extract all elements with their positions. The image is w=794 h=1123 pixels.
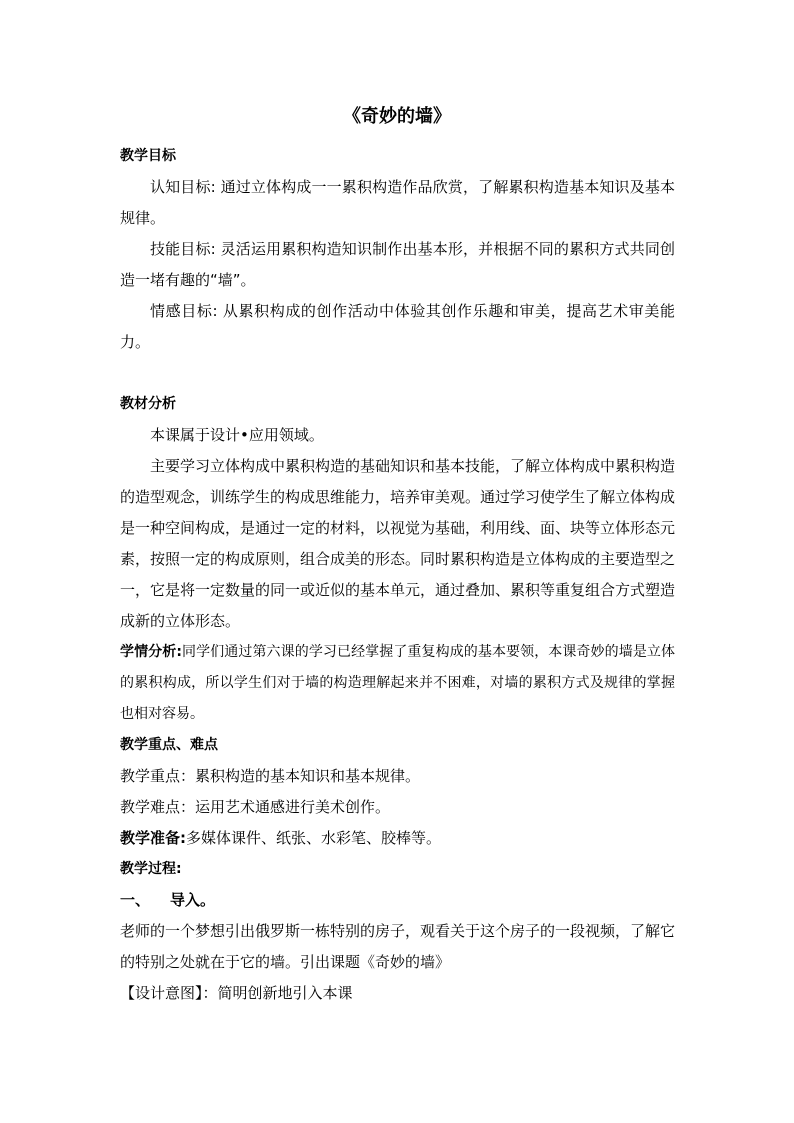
key-points-heading: 教学重点、难点 bbox=[120, 737, 218, 753]
analysis-paragraph-1: 本课属于设计•应用领域。 bbox=[150, 426, 324, 444]
emotion-objective: 情感目标: 从累积构成的创作活动中体验其创作乐趣和审美，提高艺术审美能力。 bbox=[120, 302, 675, 351]
skill-objective: 技能目标: 灵活运用累积构造知识制作出基本形，并根据不同的累积方式共同创造一堵有趣的“墙”。 bbox=[120, 240, 675, 289]
design-intent: 【设计意图】：简明创新地引入本课 bbox=[120, 984, 353, 1002]
analysis-paragraph-2: 主要学习立体构成中累积构造的基础知识和基本技能，了解立体构成中累积构造的造型观念，训练学生的构成思维能力，培养审美观。通过学习使学生了解立体构成是一种空间构成，是通过一定的材料，以视觉为基础，利用线、面、块等立体形态元素，按照一定的构成原则，组合成美的形态。同时累积构造是立体构成的主要造型之一，它是将一定数量的同一或近似的基本单元，通过叠加、累积等重复组合方式塑造成新的立体形态。 bbox=[120, 457, 676, 630]
objectives-heading: 教学目标 bbox=[120, 148, 176, 164]
preparation-label: 教学准备: bbox=[120, 829, 186, 847]
process-heading: 教学过程: bbox=[120, 861, 182, 877]
preparation-text: 多媒体课件、纸张、水彩笔、胶棒等。 bbox=[186, 829, 442, 847]
document-title: 《奇妙的墙》 bbox=[343, 106, 451, 127]
document-body bbox=[120, 141, 675, 1009]
student-analysis bbox=[120, 637, 675, 730]
student-analysis-label: 学情分析: bbox=[120, 644, 182, 660]
step-1-number: 一、 bbox=[120, 891, 151, 909]
spacer bbox=[120, 358, 675, 389]
step-1-text: 老师的一个梦想引出俄罗斯一栋特别的房子，观看关于这个房子的一段视频，了解它的特别之处就在于它的墙。引出课题《奇妙的墙》 bbox=[120, 922, 676, 971]
teaching-difficulty: 教学难点：运用艺术通感进行美术创作。 bbox=[120, 798, 391, 816]
cognitive-objective: 认知目标: 通过立体构成一一累积构造作品欣赏，了解累积构造基本知识及基本规律。 bbox=[120, 178, 675, 227]
analysis-heading: 教材分析 bbox=[120, 396, 176, 412]
step-1-label: 导入。 bbox=[170, 891, 216, 909]
step-1-title bbox=[120, 885, 675, 916]
teaching-preparation bbox=[120, 823, 675, 854]
student-analysis-text: 同学们通过第六课的学习已经掌握了重复构成的基本要领，本课奇妙的墙是立体的累积构成，所以学生们对于墙的构造理解起来并不困难，对墙的累积方式及规律的掌握也相对容易。 bbox=[120, 644, 675, 722]
teaching-focus: 教学重点：累积构造的基本知识和基本规律。 bbox=[120, 767, 421, 785]
